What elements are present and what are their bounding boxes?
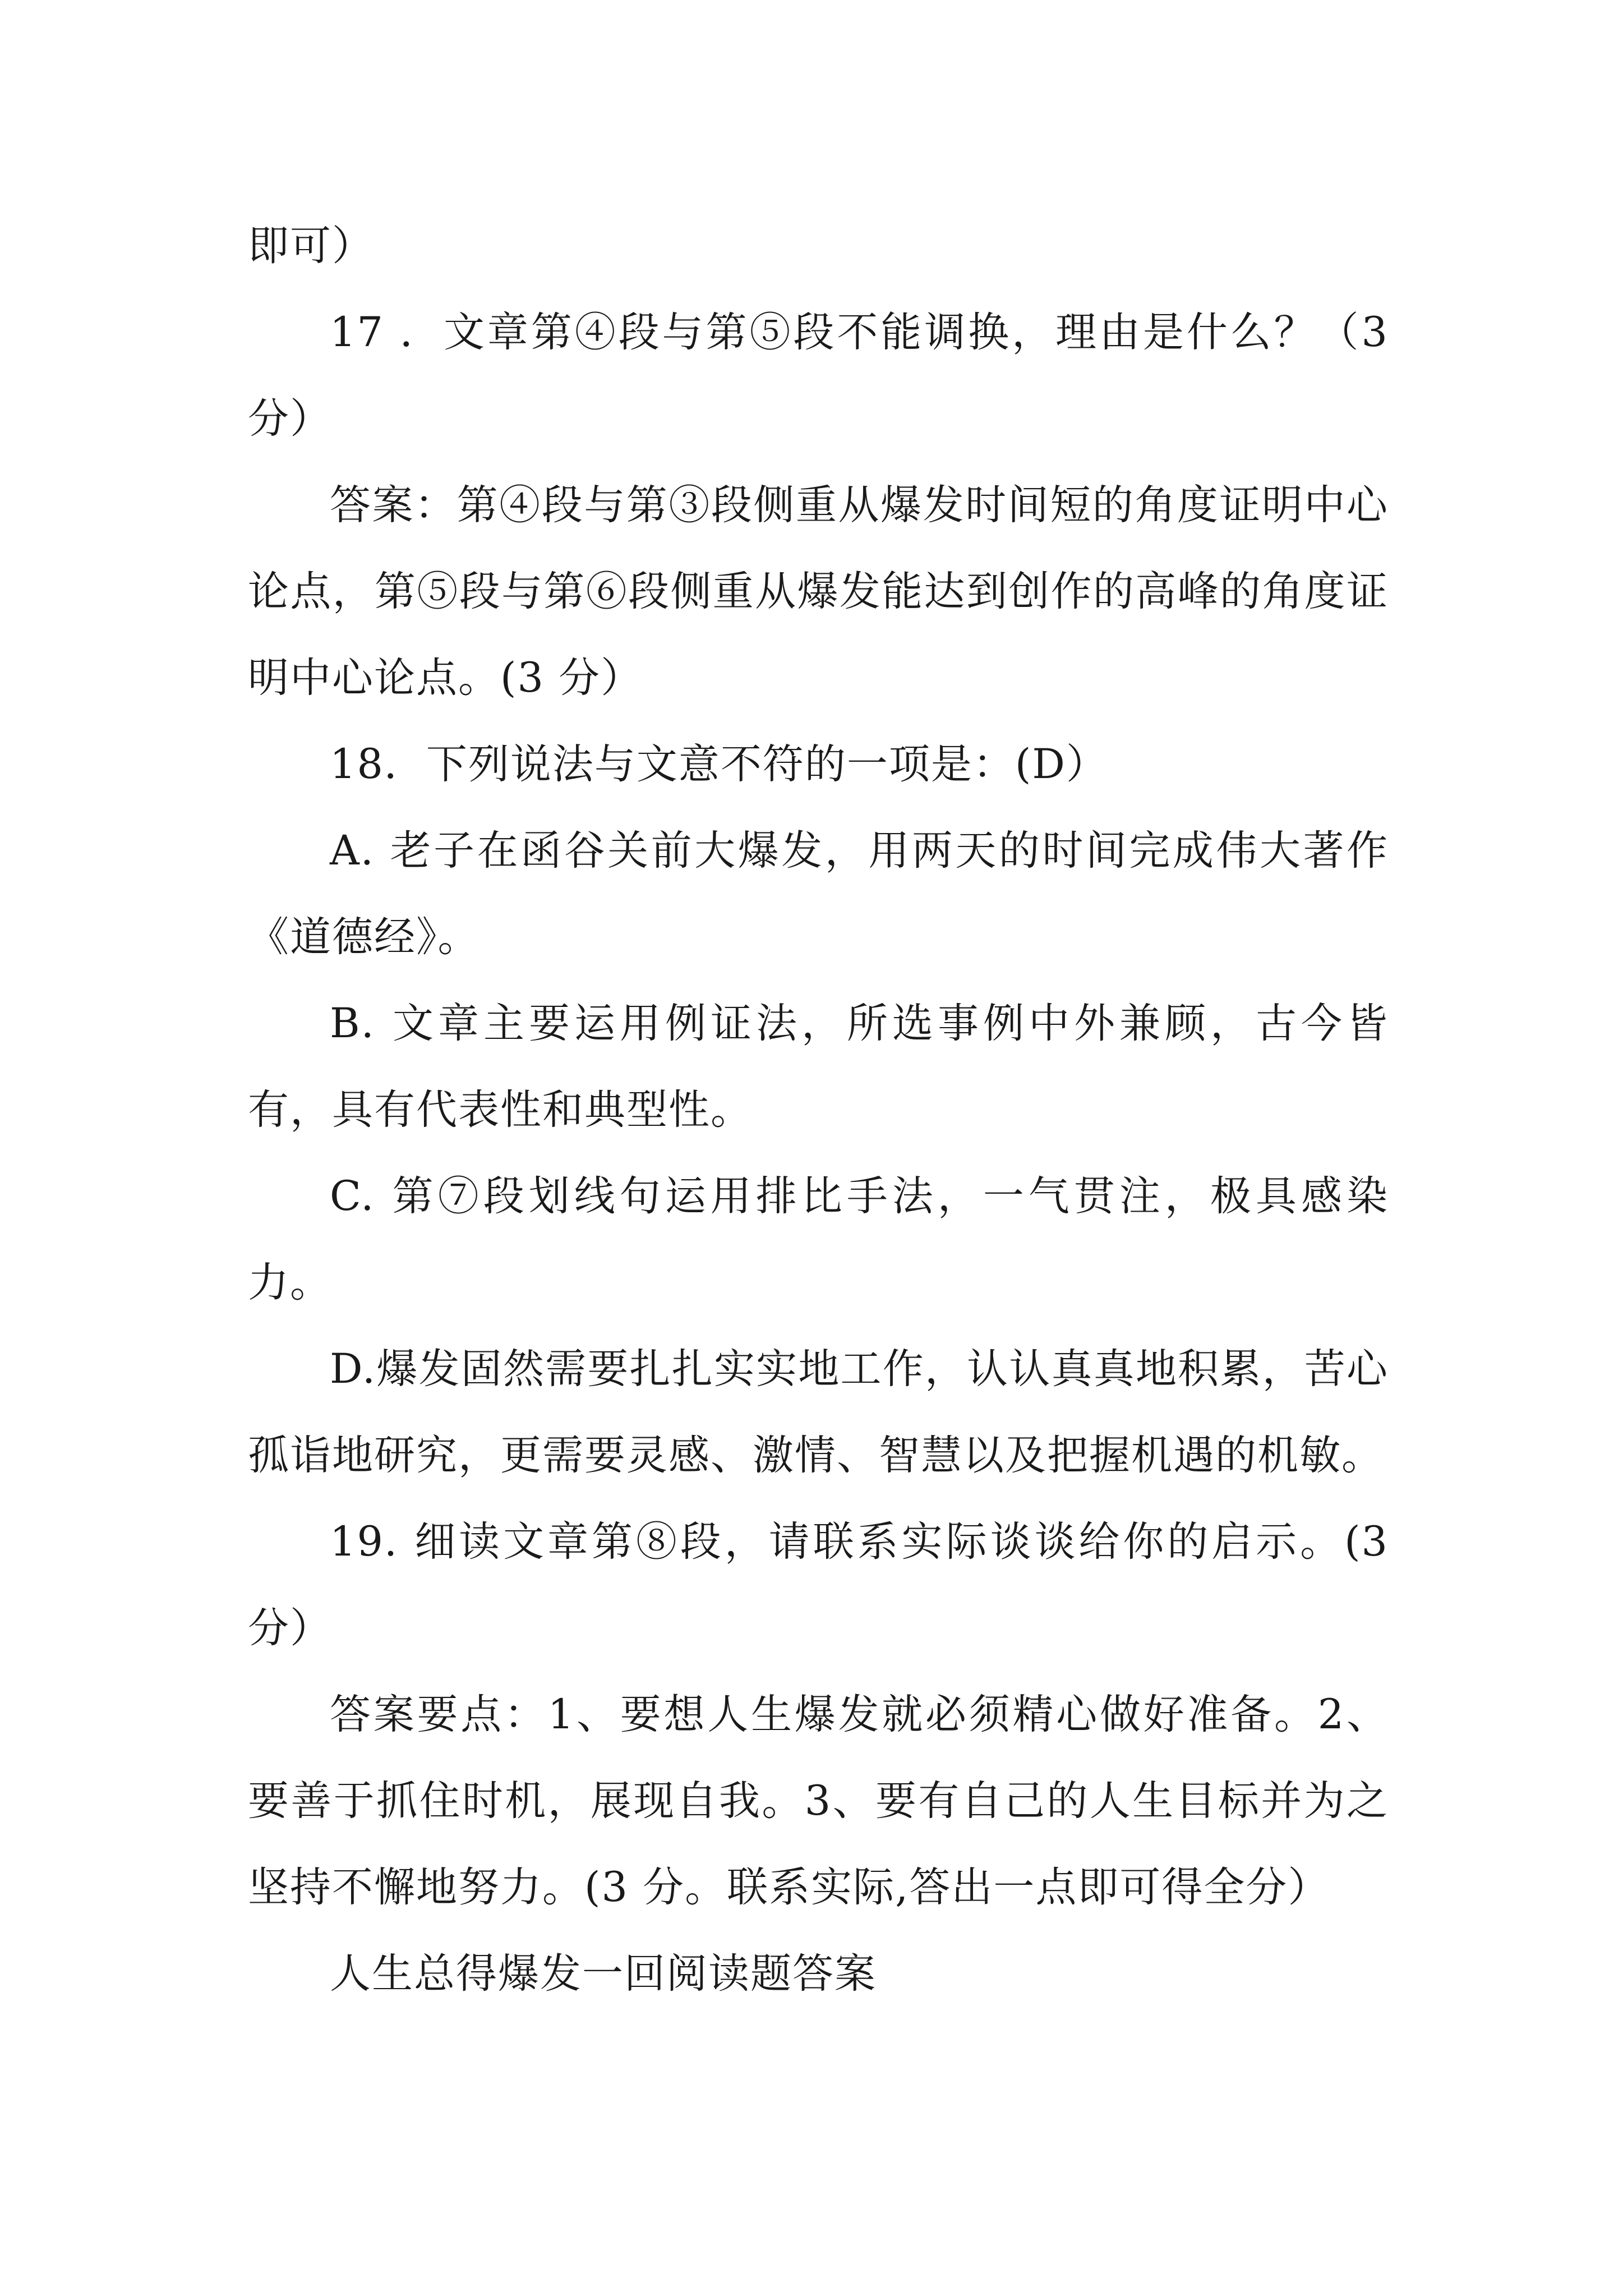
option-c: C. 第⑦段划线句运用排比手法，一气贯注，极具感染力。 xyxy=(248,1172,1389,1306)
document-title-footer: 人生总得爆发一回阅读题答案 xyxy=(330,1950,877,1998)
question-18: 18．下列说法与文意不符的一项是：(D） xyxy=(330,740,1108,788)
option-a: A. 老子在函谷关前大爆发，用两天的时间完成伟大著作《道德经》。 xyxy=(248,827,1389,961)
option-d: D.爆发固然需要扎扎实实地工作，认认真真地积累，苦心孤诣地研究，更需要灵感、激情、智慧以及把握机遇的机敏。 xyxy=(248,1345,1389,1479)
answer-19: 答案要点：1、要想人生爆发就必须精心做好准备。2、要善于抓住时机，展现自我。3、要有自己的人生目标并为之坚持不懈地努力。(3 分。联系实际,答出一点即可得全分） xyxy=(248,1691,1389,1911)
paragraph-continuation: 即可） xyxy=(248,222,374,270)
answer-17: 答案：第④段与第③段侧重从爆发时间短的角度证明中心论点，第⑤段与第⑥段侧重从爆发能达到创作的高峰的角度证明中心论点。(3 分） xyxy=(248,481,1389,702)
question-19: 19. 细读文章第⑧段，请联系实际谈谈给你的启示。(3分） xyxy=(248,1518,1389,1652)
document-body xyxy=(248,203,1389,2017)
question-17: 17 ．文章第④段与第⑤段不能调换，理由是什么？（3分） xyxy=(248,309,1389,443)
option-b: B. 文章主要运用例证法，所选事例中外兼顾，古今皆有，具有代表性和典型性。 xyxy=(248,1000,1389,1134)
